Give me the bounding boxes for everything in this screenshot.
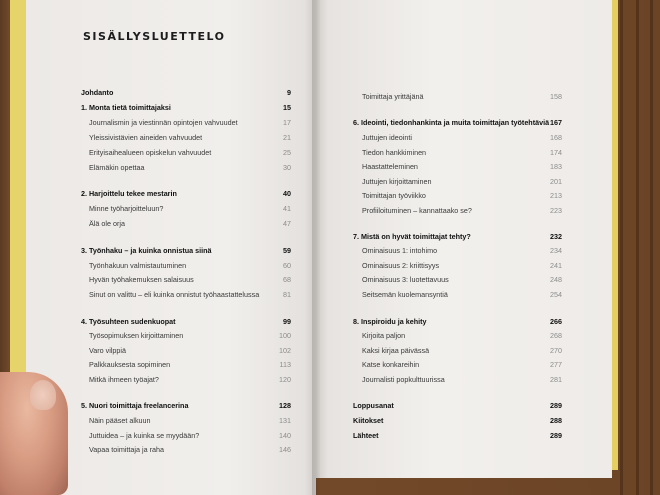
toc-entry-label: Näin pääset alkuun: [89, 416, 151, 425]
toc-entry-label: Kirjoita paljon: [362, 331, 406, 340]
toc-entry-label: Profiiloituminen – kannattaako se?: [362, 206, 472, 215]
toc-entry-page: 234: [550, 246, 562, 255]
toc-entry-page: 168: [550, 133, 562, 142]
thumbnail-highlight: [30, 380, 56, 410]
toc-entry-page: 254: [550, 290, 562, 299]
toc-entry-label: Varo vilppiä: [89, 346, 127, 355]
toc-entry-label: 6. Ideointi, tiedonhankinta ja muita toimittajan työtehtäviä: [353, 118, 550, 127]
toc-entry-label: Kaksi kirjaa päivässä: [362, 346, 430, 355]
toc-entry-label: 7. Mistä on hyvät toimittajat tehty?: [353, 232, 471, 241]
toc-entry-page: 41: [283, 204, 291, 213]
toc-entry-page: 113: [279, 360, 291, 369]
toc-entry-label: Juttujen ideointi: [362, 133, 412, 142]
toc-entry-label: Älä ole orja: [89, 219, 125, 228]
toc-entry-label: Haastatteleminen: [362, 162, 418, 171]
toc-entry-label: Seitsemän kuolemansyntiä: [362, 290, 448, 299]
toc-entry-page: 270: [550, 346, 562, 355]
toc-entry-page: 15: [283, 103, 291, 112]
toc-entry-page: 131: [279, 416, 291, 425]
toc-entry-page: 60: [283, 261, 291, 270]
toc-entry-page: 146: [279, 445, 291, 454]
page-title: SISÄLLYSLUETTELO: [83, 30, 226, 43]
toc-entry-label: Loppusanat: [353, 401, 394, 410]
toc-entry-label: Elämäkin opettaa: [89, 163, 145, 172]
toc-entry-page: 158: [550, 92, 562, 101]
toc-entry-page: 167: [550, 118, 562, 127]
toc-entry-page: 183: [550, 162, 562, 171]
toc-entry-page: 128: [279, 401, 291, 410]
toc-entry-label: Journalisti popkulttuurissa: [362, 375, 445, 384]
toc-entry-label: Sinut on valittu – eli kuinka onnistut työhaastattelussa: [89, 290, 260, 299]
toc-entry-page: 120: [279, 375, 291, 384]
toc-entry-label: Toimittajan työviikko: [362, 191, 426, 200]
toc-entry-label: Katse konkareihin: [362, 360, 420, 369]
toc-entry-page: 241: [550, 261, 562, 270]
toc-entry-label: 2. Harjoittelu tekee mestarin: [81, 189, 177, 198]
toc-entry-label: 1. Monta tietä toimittajaksi: [81, 103, 171, 112]
toc-entry-label: 4. Työsuhteen sudenkuopat: [81, 317, 176, 326]
toc-entry-label: Ominaisuus 2: kriittisyys: [362, 261, 440, 270]
toc-entry-page: 17: [283, 118, 291, 127]
toc-entry-label: Yleissivistävien aineiden vahvuudet: [89, 133, 203, 142]
toc-entry-label: Lähteet: [353, 431, 379, 440]
toc-entry-page: 268: [550, 331, 562, 340]
toc-entry-page: 232: [550, 232, 562, 241]
toc-entry-label: Juttujen kirjoittaminen: [362, 177, 432, 186]
toc-entry-label: Ominaisuus 3: luotettavuus: [362, 275, 449, 284]
toc-entry-page: 9: [287, 88, 291, 97]
toc-entry-label: 5. Nuori toimittaja freelancerina: [81, 401, 189, 410]
toc-entry-page: 47: [283, 219, 291, 228]
toc-entry-page: 59: [283, 246, 291, 255]
toc-entry-page: 248: [550, 275, 562, 284]
toc-entry-page: 40: [283, 189, 291, 198]
toc-entry-label: Johdanto: [81, 88, 114, 97]
toc-entry-page: 21: [283, 133, 291, 142]
toc-entry-label: Mitkä ihmeen työajat?: [89, 375, 159, 384]
toc-entry-page: 99: [283, 317, 291, 326]
toc-entry-label: Journalismin ja viestinnän opintojen vahvuudet: [89, 118, 238, 127]
toc-entry-label: Toimittaja yrittäjänä: [362, 92, 424, 101]
toc-entry-label: 3. Työnhaku – ja kuinka onnistua siinä: [81, 246, 212, 255]
toc-entry-label: Erityisaihealueen opiskelun vahvuudet: [89, 148, 212, 157]
toc-entry-page: 100: [279, 331, 291, 340]
toc-entry-page: 201: [550, 177, 562, 186]
toc-entry-page: 68: [283, 275, 291, 284]
toc-entry-label: Vapaa toimittaja ja raha: [89, 445, 164, 454]
toc-entry-label: 8. Inspiroidu ja kehity: [353, 317, 427, 326]
book-gutter: [312, 0, 320, 495]
toc-entry-label: Ominaisuus 1: intohimo: [362, 246, 438, 255]
toc-entry-page: 277: [550, 360, 562, 369]
toc-entry-page: 213: [550, 191, 562, 200]
toc-entry-page: 288: [550, 416, 562, 425]
toc-entry-page: 223: [550, 206, 562, 215]
toc-entry-label: Juttuidea – ja kuinka se myydään?: [89, 431, 200, 440]
toc-entry-label: Minne työharjoitteluun?: [89, 204, 164, 213]
toc-entry-label: Työnhakuun valmistautuminen: [89, 261, 187, 270]
toc-entry-page: 102: [279, 346, 291, 355]
toc-entry-page: 289: [550, 431, 562, 440]
toc-entry-page: 81: [283, 290, 291, 299]
toc-entry-page: 140: [279, 431, 291, 440]
toc-entry-page: 266: [550, 317, 562, 326]
toc-entry-label: Kiitokset: [353, 416, 384, 425]
toc-entry-label: Tiedon hankkiminen: [362, 148, 427, 157]
toc-entry-page: 281: [550, 375, 562, 384]
toc-entry-label: Palkkauksesta sopiminen: [89, 360, 171, 369]
toc-entry-label: Hyvän työhakemuksen salaisuus: [89, 275, 194, 284]
toc-entry-label: Työsopimuksen kirjoittaminen: [89, 331, 184, 340]
toc-entry-page: 174: [550, 148, 562, 157]
toc-entry-page: 25: [283, 148, 291, 157]
toc-entry-page: 30: [283, 163, 291, 172]
toc-entry-page: 289: [550, 401, 562, 410]
